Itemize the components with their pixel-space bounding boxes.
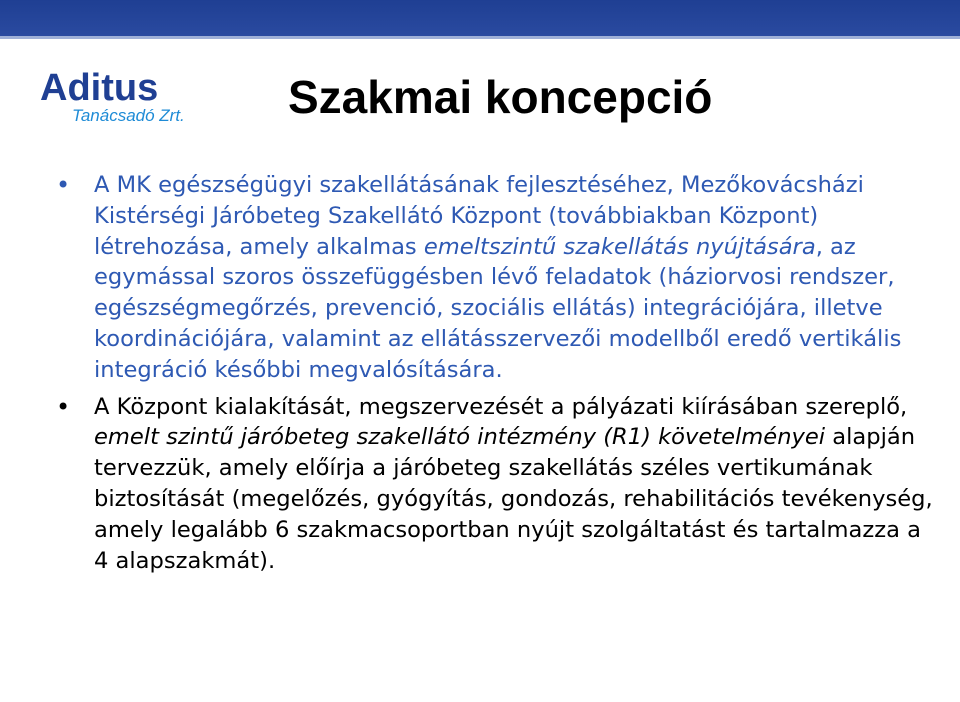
bullet-1-text-emphasis: emeltszintű szakellátás nyújtására xyxy=(423,233,816,260)
logo-wordmark: Aditus xyxy=(40,67,159,109)
header-band xyxy=(0,0,960,36)
logo-tagline: Tanácsadó Zrt. xyxy=(72,106,185,125)
bullet-1-text-part-2: , az egymással szoros összefüggésben lévő feladatok (háziorvosi rendszer, egészségmegőrzés, prevenció, szociális ellátás) integrációjára, illetve koordinációjára, valamint az ellátásszervezői modellből eredő vertikális integráció későbbi megvalósítására. xyxy=(94,233,902,383)
bullet-item-1 xyxy=(56,170,936,386)
page-title: Szakmai koncepció xyxy=(288,71,713,123)
bullet-icon: • xyxy=(56,392,71,421)
bullet-2-text-part-2: alapján tervezzük, amely előírja a járóbeteg szakellátás széles vertikumának biztosítását (megelőzés, gyógyítás, gondozás, rehabilitációs tevékenység, amely legalább 6 szakmacsoportban nyújt szolgáltatást és tartalmazza a 4 alapszakmát). xyxy=(94,424,933,574)
bullet-icon: • xyxy=(56,171,71,199)
header-band-shadow xyxy=(0,36,960,39)
bullet-2-text-emphasis: emelt szintű járóbeteg szakellátó intézmény (R1) követelményei xyxy=(94,424,826,451)
bullet-1-text-part-1: A MK egészségügyi szakellátásának fejlesztéséhez, Mezőkovácsházi Kistérségi Járóbeteg Szakellátó Központ (továbbiakban Központ) létrehozása, amely alkalmas xyxy=(94,172,864,260)
bullet-list xyxy=(56,170,936,582)
bullet-item-2 xyxy=(56,392,936,577)
bullet-2-text-part-1: A Központ kialakítását, megszervezését a pályázati kiírásában szereplő, xyxy=(94,393,908,420)
